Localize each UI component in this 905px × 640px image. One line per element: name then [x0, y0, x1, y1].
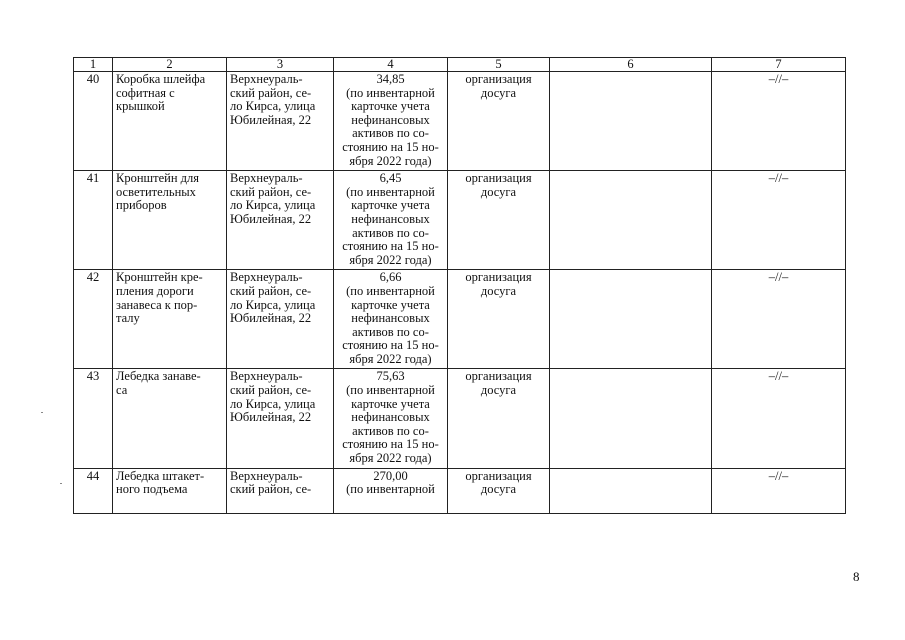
cell-text-line: карточке учета	[351, 297, 430, 312]
organization-cell	[448, 468, 550, 513]
cell-text-line: досуга	[480, 383, 517, 398]
row-number-cell: 42	[74, 270, 113, 369]
cell-text-line: (по инвентарной	[346, 383, 435, 398]
cell-text-line: активов по со-	[352, 423, 429, 438]
cell-text-line: досуга	[480, 283, 517, 298]
item-name-cell	[113, 72, 227, 171]
cell-text-line: стоянию на 15 но-	[342, 338, 439, 353]
cell-text-line: софитная с	[116, 85, 175, 100]
cell-text-line: ло Кирса, улица	[230, 99, 316, 114]
cell-text-line: досуга	[480, 85, 517, 100]
cell-text-line: приборов	[116, 198, 167, 213]
column-header: 5	[448, 58, 550, 72]
cell-text-line: ский район, се-	[230, 184, 312, 199]
cell-text-line: стоянию на 15 но-	[342, 437, 439, 452]
cell-text-line: нефинансовых	[351, 311, 430, 326]
column-7-cell: –//–	[712, 72, 846, 171]
cell-text-line: 6,45	[379, 171, 402, 186]
cell-text-line: ский район, се-	[230, 85, 312, 100]
table-row	[74, 72, 846, 171]
scan-speck	[60, 483, 62, 484]
property-table	[73, 57, 846, 514]
table-row	[74, 369, 846, 468]
cell-text-line: организация	[465, 171, 532, 186]
cost-cell	[334, 270, 448, 369]
cell-text-line: ло Кирса, улица	[230, 396, 316, 411]
cell-text-line: ября 2022 года)	[349, 451, 432, 466]
cell-text-line: ский район, се-	[230, 283, 312, 298]
cell-text-line: ский район, се-	[230, 482, 312, 497]
cell-text-line: (по инвентарной	[346, 85, 435, 100]
cell-text-line: занавеса к пор-	[116, 297, 198, 312]
cell-text-line: ного подъема	[116, 482, 188, 497]
column-6-cell	[550, 171, 712, 270]
cell-text-line: организация	[465, 468, 532, 483]
cell-text-line: 270,00	[373, 468, 408, 483]
cell-text-line: Лебедка занаве-	[116, 369, 201, 384]
cell-text-line: нефинансовых	[351, 112, 430, 127]
table-row	[74, 171, 846, 270]
item-name-cell	[113, 270, 227, 369]
cell-text-line: ября 2022 года)	[349, 252, 432, 267]
cell-text-line: 75,63	[376, 369, 405, 384]
cell-text-line: ло Кирса, улица	[230, 198, 316, 213]
cell-text-line: активов по со-	[352, 126, 429, 141]
cell-text-line: са	[116, 383, 128, 398]
cell-text-line: 6,66	[379, 270, 402, 285]
column-header: 3	[227, 58, 334, 72]
column-7-cell: –//–	[712, 369, 846, 468]
column-header: 2	[113, 58, 227, 72]
row-number-cell: 41	[74, 171, 113, 270]
table-body	[74, 72, 846, 514]
address-cell	[227, 171, 334, 270]
cell-text-line: Верхнеураль-	[230, 171, 303, 186]
cell-text-line: досуга	[480, 184, 517, 199]
column-6-cell	[550, 72, 712, 171]
table-row	[74, 468, 846, 513]
cell-text-line: (по инвентарной	[346, 283, 435, 298]
cell-text-line: Лебедка штакет-	[116, 468, 205, 483]
cost-cell	[334, 369, 448, 468]
address-cell	[227, 270, 334, 369]
scan-speck	[41, 412, 43, 413]
column-7-cell: –//–	[712, 468, 846, 513]
cell-text-line: Юбилейная, 22	[230, 410, 312, 425]
cell-text-line: Верхнеураль-	[230, 270, 303, 285]
cell-text-line: ло Кирса, улица	[230, 297, 316, 312]
item-name-cell	[113, 171, 227, 270]
organization-cell	[448, 72, 550, 171]
column-header: 6	[550, 58, 712, 72]
address-cell	[227, 369, 334, 468]
organization-cell	[448, 369, 550, 468]
cell-text-line: стоянию на 15 но-	[342, 239, 439, 254]
cell-text-line: Коробка шлейфа	[116, 72, 206, 86]
address-cell	[227, 468, 334, 513]
address-cell	[227, 72, 334, 171]
cost-cell	[334, 171, 448, 270]
cell-text-line: 34,85	[376, 72, 405, 86]
cell-text-line: организация	[465, 270, 532, 285]
cell-text-line: активов по со-	[352, 324, 429, 339]
row-number-cell: 43	[74, 369, 113, 468]
cell-text-line: карточке учета	[351, 99, 430, 114]
table-row	[74, 270, 846, 369]
cell-text-line: ября 2022 года)	[349, 153, 432, 168]
cell-text-line: Верхнеураль-	[230, 468, 303, 483]
cell-text-line: организация	[465, 72, 532, 86]
column-header: 1	[74, 58, 113, 72]
row-number-cell: 44	[74, 468, 113, 513]
cell-text-line: Верхнеураль-	[230, 72, 303, 86]
cell-text-line: карточке учета	[351, 396, 430, 411]
cell-text-line: нефинансовых	[351, 410, 430, 425]
item-name-cell	[113, 468, 227, 513]
organization-cell	[448, 171, 550, 270]
cell-text-line: Юбилейная, 22	[230, 311, 312, 326]
cell-text-line: досуга	[480, 482, 517, 497]
column-header: 4	[334, 58, 448, 72]
cell-text-line: (по инвентарной	[346, 184, 435, 199]
cell-text-line: крышкой	[116, 99, 165, 114]
item-name-cell	[113, 369, 227, 468]
cell-text-line: ский район, се-	[230, 383, 312, 398]
organization-cell	[448, 270, 550, 369]
cell-text-line: осветительных	[116, 184, 196, 199]
cell-text-line: Юбилейная, 22	[230, 112, 312, 127]
column-6-cell	[550, 468, 712, 513]
cell-text-line: ября 2022 года)	[349, 351, 432, 366]
cell-text-line: нефинансовых	[351, 211, 430, 226]
column-7-cell: –//–	[712, 171, 846, 270]
column-6-cell	[550, 369, 712, 468]
column-header: 7	[712, 58, 846, 72]
column-7-cell: –//–	[712, 270, 846, 369]
cell-text-line: талу	[116, 311, 140, 326]
cost-cell	[334, 468, 448, 513]
header-row	[74, 58, 846, 72]
cell-text-line: Юбилейная, 22	[230, 211, 312, 226]
row-number-cell: 40	[74, 72, 113, 171]
cell-text-line: карточке учета	[351, 198, 430, 213]
cell-text-line: активов по со-	[352, 225, 429, 240]
page-number: 8	[853, 569, 860, 584]
cell-text-line: (по инвентарной	[346, 482, 435, 497]
column-6-cell	[550, 270, 712, 369]
cell-text-line: Кронштейн кре-	[116, 270, 203, 285]
cost-cell	[334, 72, 448, 171]
cell-text-line: организация	[465, 369, 532, 384]
cell-text-line: Кронштейн для	[116, 171, 200, 186]
cell-text-line: Верхнеураль-	[230, 369, 303, 384]
cell-text-line: стоянию на 15 но-	[342, 139, 439, 154]
cell-text-line: пления дороги	[116, 283, 194, 298]
